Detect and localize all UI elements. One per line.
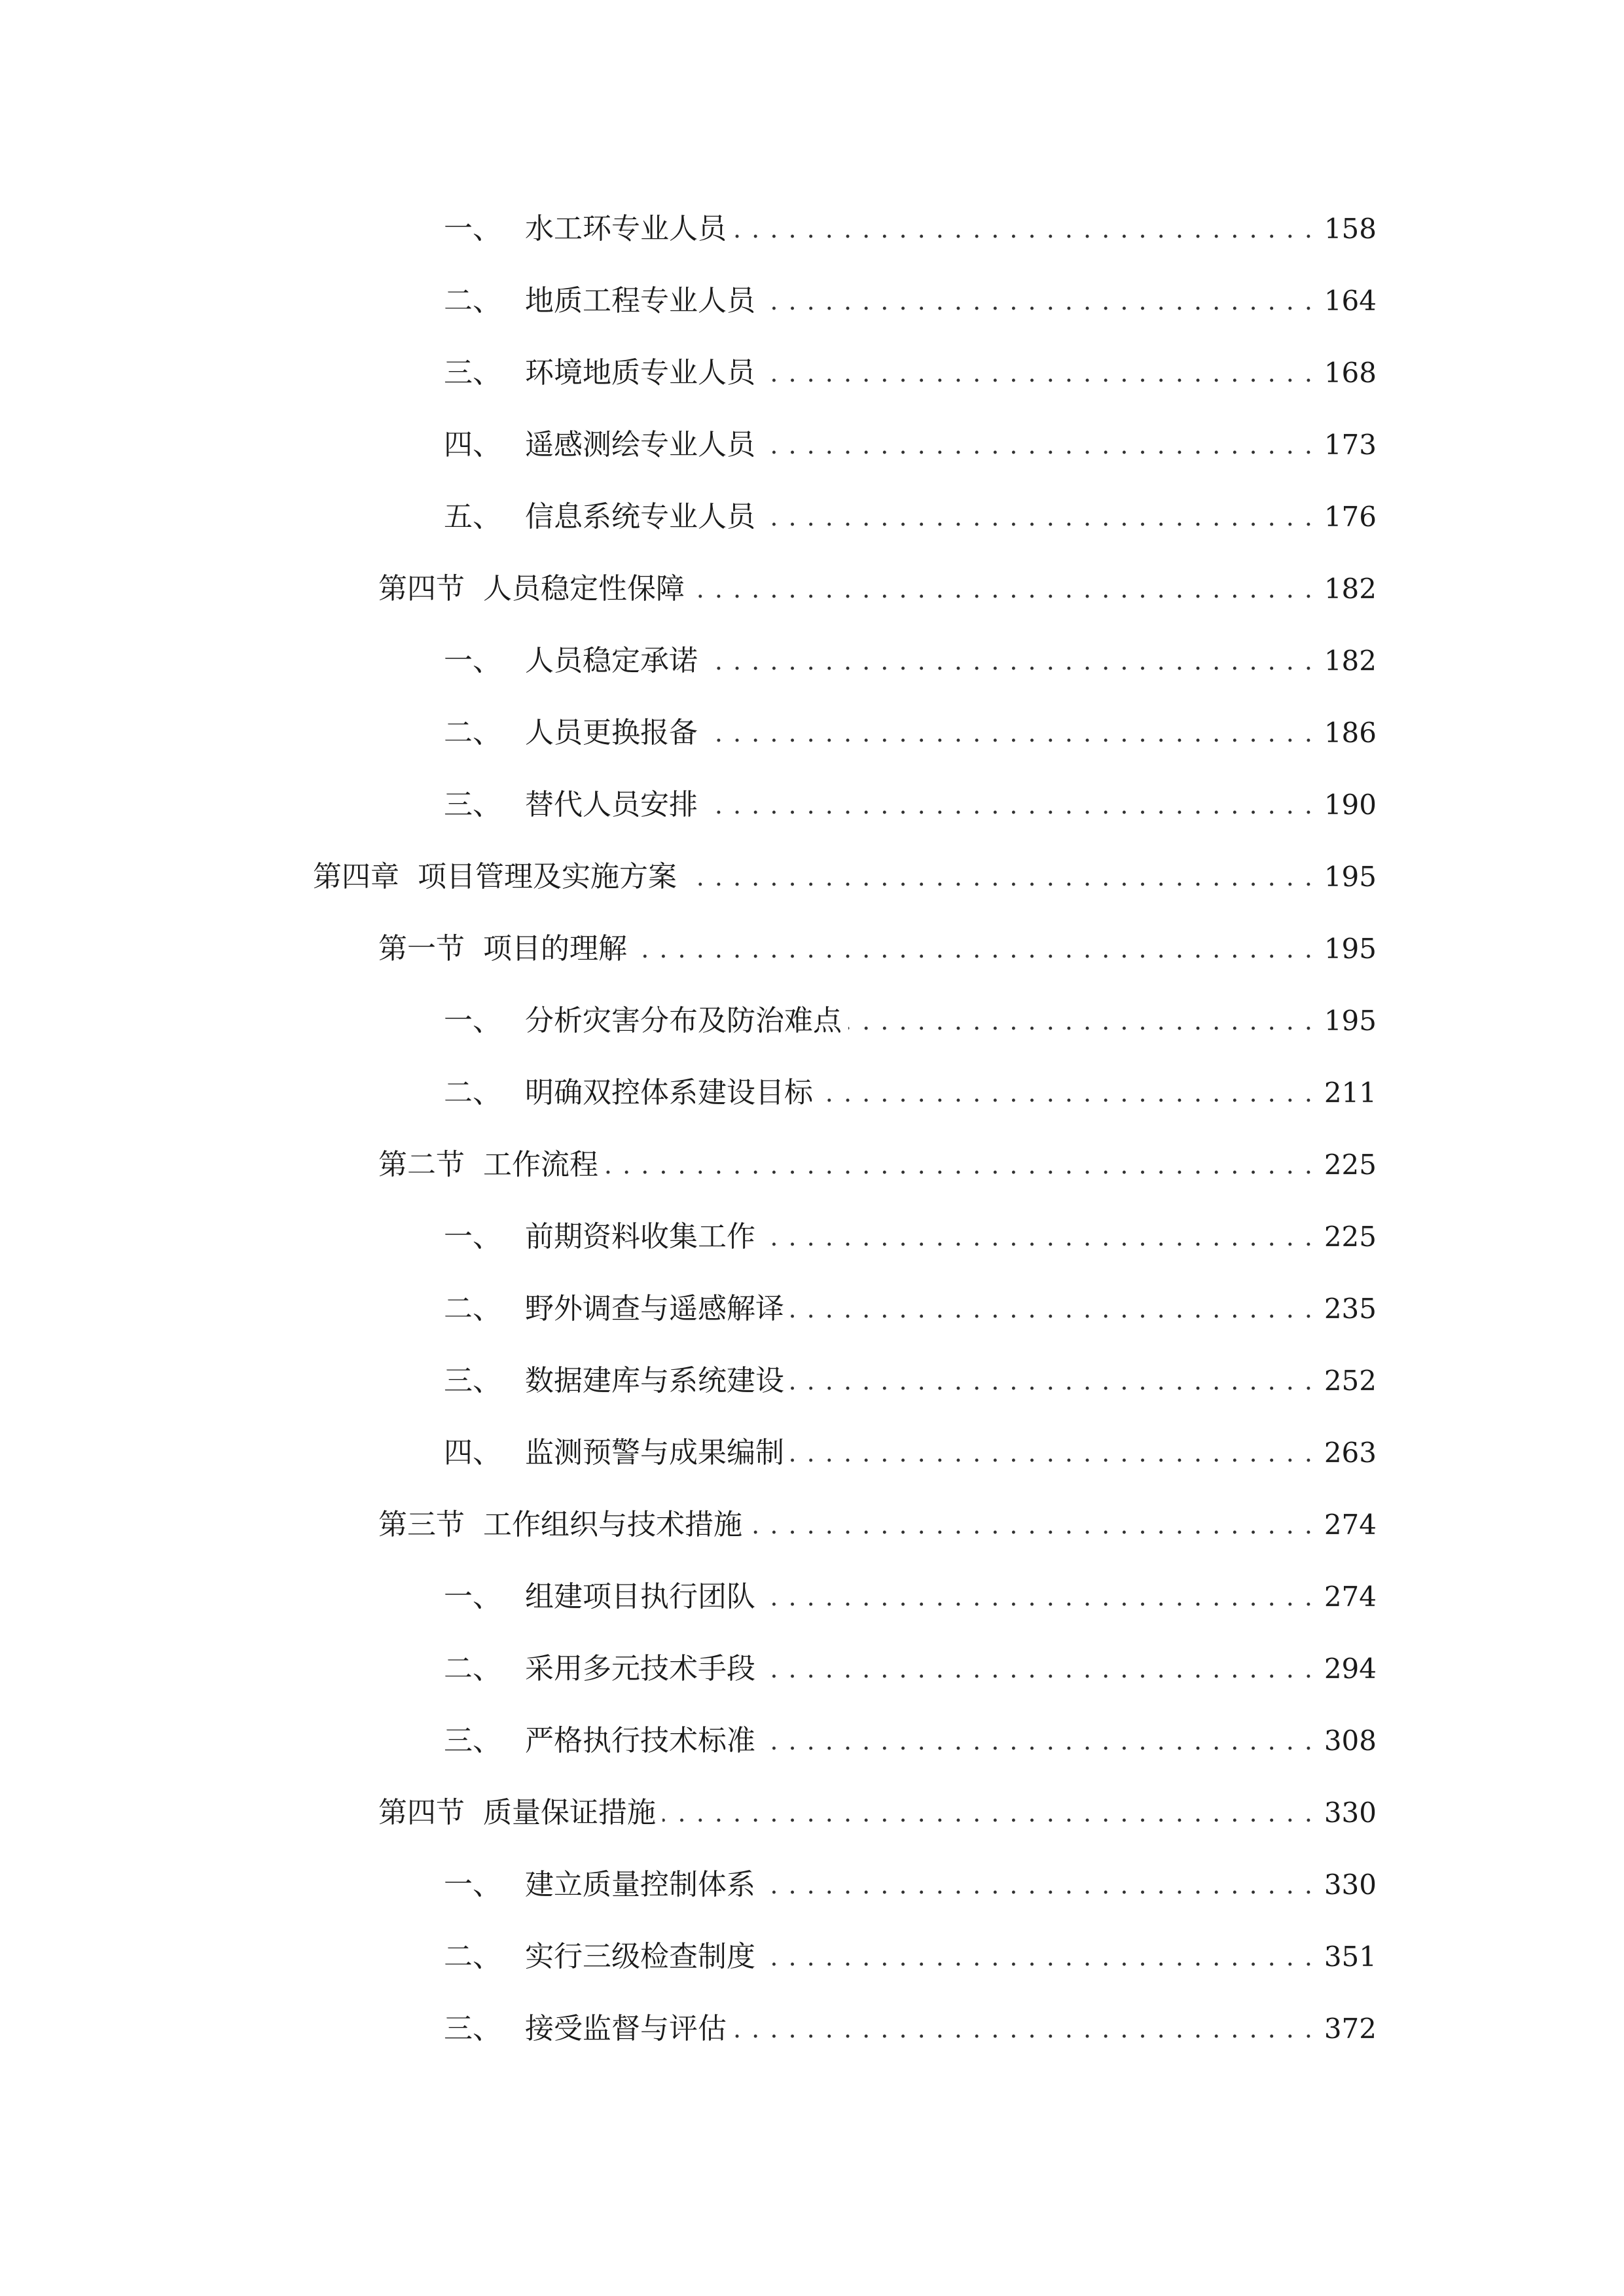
toc-entry-page: 235 — [1324, 1293, 1377, 1325]
toc-entry-number: 三、 — [444, 1724, 501, 1757]
toc-entry-env-geology-staff[interactable] — [444, 347, 1377, 399]
toc-section-page: 195 — [1324, 933, 1377, 965]
dot-leader — [691, 563, 1314, 615]
toc-entry-page: 294 — [1324, 1653, 1377, 1685]
toc-entry-page: 182 — [1324, 645, 1377, 677]
toc-entry-hazard-analysis[interactable] — [444, 995, 1377, 1047]
toc-entry-data-collection[interactable] — [444, 1211, 1377, 1263]
dot-leader — [762, 1643, 1314, 1695]
toc-entry-title: 人员稳定承诺 — [525, 644, 698, 677]
toc-entry-replacement-filing[interactable] — [444, 707, 1377, 759]
dot-leader — [762, 1859, 1314, 1911]
dot-leader — [848, 995, 1314, 1047]
toc-entry-geo-engineering-staff[interactable] — [444, 275, 1377, 327]
toc-entry-shuigonghuan-staff[interactable] — [444, 203, 1377, 255]
toc-entry-title: 采用多元技术手段 — [525, 1652, 755, 1685]
toc-section-page: 182 — [1324, 573, 1377, 605]
toc-entry-title: 实行三级检查制度 — [525, 1940, 755, 1973]
toc-entry-page: 372 — [1324, 2013, 1377, 2045]
toc-entry-number: 二、 — [444, 1652, 501, 1685]
dot-leader — [704, 779, 1314, 831]
toc-section-title: 人员稳定性保障 — [483, 572, 685, 605]
toc-section-page: 274 — [1324, 1509, 1377, 1541]
toc-section-project-understanding[interactable] — [378, 923, 1377, 975]
toc-entry-page: 252 — [1324, 1365, 1377, 1397]
dot-leader — [820, 1067, 1314, 1119]
toc-entry-number: 一、 — [444, 212, 501, 245]
dot-leader — [762, 275, 1314, 327]
toc-entry-title: 监测预警与成果编制 — [525, 1436, 784, 1469]
toc-entry-title: 地质工程专业人员 — [525, 284, 755, 317]
toc-entry-page: 211 — [1324, 1077, 1377, 1109]
dot-leader — [662, 1787, 1314, 1839]
toc-entry-three-level-inspection[interactable] — [444, 1931, 1377, 1983]
toc-entry-dual-control-goals[interactable] — [444, 1067, 1377, 1119]
toc-section-page: 330 — [1324, 1797, 1377, 1829]
toc-entry-database-construction[interactable] — [444, 1355, 1377, 1407]
toc-entry-monitoring-warning[interactable] — [444, 1427, 1377, 1479]
toc-entry-number: 四、 — [444, 428, 501, 461]
toc-section-title: 项目的理解 — [483, 932, 627, 965]
toc-section-title: 质量保证措施 — [483, 1796, 656, 1829]
toc-entry-page: 308 — [1324, 1725, 1377, 1757]
toc-chapter-project-management[interactable] — [313, 851, 1377, 903]
toc-entry-number: 三、 — [444, 1364, 501, 1397]
toc-entry-technical-means[interactable] — [444, 1643, 1377, 1695]
toc-entry-page: 263 — [1324, 1437, 1377, 1469]
toc-entry-title: 环境地质专业人员 — [525, 356, 755, 389]
toc-entry-substitute-arrangement[interactable] — [444, 779, 1377, 831]
toc-entry-page: 186 — [1324, 717, 1377, 749]
toc-entry-number: 二、 — [444, 284, 501, 317]
toc-section-title: 工作组织与技术措施 — [483, 1508, 742, 1541]
dot-leader — [605, 1139, 1314, 1191]
dot-leader — [704, 635, 1314, 687]
toc-entry-page: 225 — [1324, 1221, 1377, 1253]
toc-entry-number: 一、 — [444, 1580, 501, 1613]
toc-entry-page: 351 — [1324, 1941, 1377, 1973]
toc-section-number: 第四节 — [378, 572, 465, 605]
toc-entry-title: 替代人员安排 — [525, 788, 698, 821]
toc-entry-page: 330 — [1324, 1869, 1377, 1901]
toc-entry-number: 一、 — [444, 1868, 501, 1901]
dot-leader — [683, 851, 1314, 903]
toc-entry-page: 168 — [1324, 357, 1377, 389]
toc-entry-title: 水工环专业人员 — [525, 212, 727, 245]
toc-entry-info-system-staff[interactable] — [444, 491, 1377, 543]
toc-entry-page: 173 — [1324, 429, 1377, 461]
toc-entry-title: 野外调查与遥感解译 — [525, 1292, 784, 1325]
toc-chapter-number: 第四章 — [313, 860, 399, 893]
toc-section-quality-assurance[interactable] — [378, 1787, 1377, 1839]
toc-section-workflow[interactable] — [378, 1139, 1377, 1191]
toc-entry-number: 三、 — [444, 356, 501, 389]
toc-entry-page: 164 — [1324, 285, 1377, 317]
dot-leader — [733, 2003, 1314, 2055]
toc-entry-title: 组建项目执行团队 — [525, 1580, 755, 1613]
toc-entry-number: 一、 — [444, 1220, 501, 1253]
toc-section-number: 第一节 — [378, 932, 465, 965]
toc-entry-title: 遥感测绘专业人员 — [525, 428, 755, 461]
toc-chapter-title: 项目管理及实施方案 — [418, 860, 677, 893]
toc-entry-project-team[interactable] — [444, 1571, 1377, 1623]
dot-leader — [634, 923, 1314, 975]
toc-section-number: 第三节 — [378, 1508, 465, 1541]
dot-leader — [762, 1931, 1314, 1983]
toc-entry-number: 二、 — [444, 1940, 501, 1973]
toc-entry-title: 人员更换报备 — [525, 716, 698, 749]
toc-entry-number: 一、 — [444, 644, 501, 677]
dot-leader — [762, 491, 1314, 543]
toc-entry-technical-standards[interactable] — [444, 1715, 1377, 1767]
dot-leader — [704, 707, 1314, 759]
dot-leader — [762, 1715, 1314, 1767]
toc-entry-number: 一、 — [444, 1004, 501, 1037]
toc-entry-number: 三、 — [444, 788, 501, 821]
toc-section-organization-measures[interactable] — [378, 1499, 1377, 1551]
toc-section-staff-stability[interactable] — [378, 563, 1377, 615]
dot-leader — [791, 1427, 1314, 1479]
toc-entry-title: 建立质量控制体系 — [525, 1868, 755, 1901]
toc-entry-page: 176 — [1324, 501, 1377, 533]
toc-entry-page: 158 — [1324, 213, 1377, 245]
dot-leader — [749, 1499, 1314, 1551]
toc-section-page: 225 — [1324, 1149, 1377, 1181]
dot-leader — [762, 347, 1314, 399]
toc-entry-number: 三、 — [444, 2012, 501, 2045]
dot-leader — [733, 203, 1314, 255]
toc-entry-title: 信息系统专业人员 — [525, 500, 755, 533]
toc-chapter-page: 195 — [1324, 861, 1377, 893]
toc-section-number: 第四节 — [378, 1796, 465, 1829]
toc-entry-remote-sensing-staff[interactable] — [444, 419, 1377, 471]
toc-entry-number: 二、 — [444, 716, 501, 749]
toc-entry-number: 五、 — [444, 500, 501, 533]
toc-entry-title: 前期资料收集工作 — [525, 1220, 755, 1253]
toc-entry-title: 数据建库与系统建设 — [525, 1364, 784, 1397]
toc-entry-stability-commitment[interactable] — [444, 635, 1377, 687]
toc-section-title: 工作流程 — [483, 1148, 598, 1181]
toc-entry-page: 190 — [1324, 789, 1377, 821]
toc-entry-field-survey[interactable] — [444, 1283, 1377, 1335]
toc-entry-number: 二、 — [444, 1076, 501, 1109]
dot-leader — [791, 1355, 1314, 1407]
dot-leader — [762, 419, 1314, 471]
toc-entry-title: 严格执行技术标准 — [525, 1724, 755, 1757]
toc-entry-number: 四、 — [444, 1436, 501, 1469]
toc-entry-supervision-evaluation[interactable] — [444, 2003, 1377, 2055]
dot-leader — [791, 1283, 1314, 1335]
toc-entry-title: 接受监督与评估 — [525, 2012, 727, 2045]
toc-entry-title: 明确双控体系建设目标 — [525, 1076, 813, 1109]
toc-entry-number: 二、 — [444, 1292, 501, 1325]
dot-leader — [762, 1211, 1314, 1263]
toc-entry-title: 分析灾害分布及防治难点 — [525, 1004, 842, 1037]
dot-leader — [762, 1571, 1314, 1623]
toc-entry-page: 274 — [1324, 1581, 1377, 1613]
toc-section-number: 第二节 — [378, 1148, 465, 1181]
toc-entry-page: 195 — [1324, 1005, 1377, 1037]
toc-entry-quality-system[interactable] — [444, 1859, 1377, 1911]
